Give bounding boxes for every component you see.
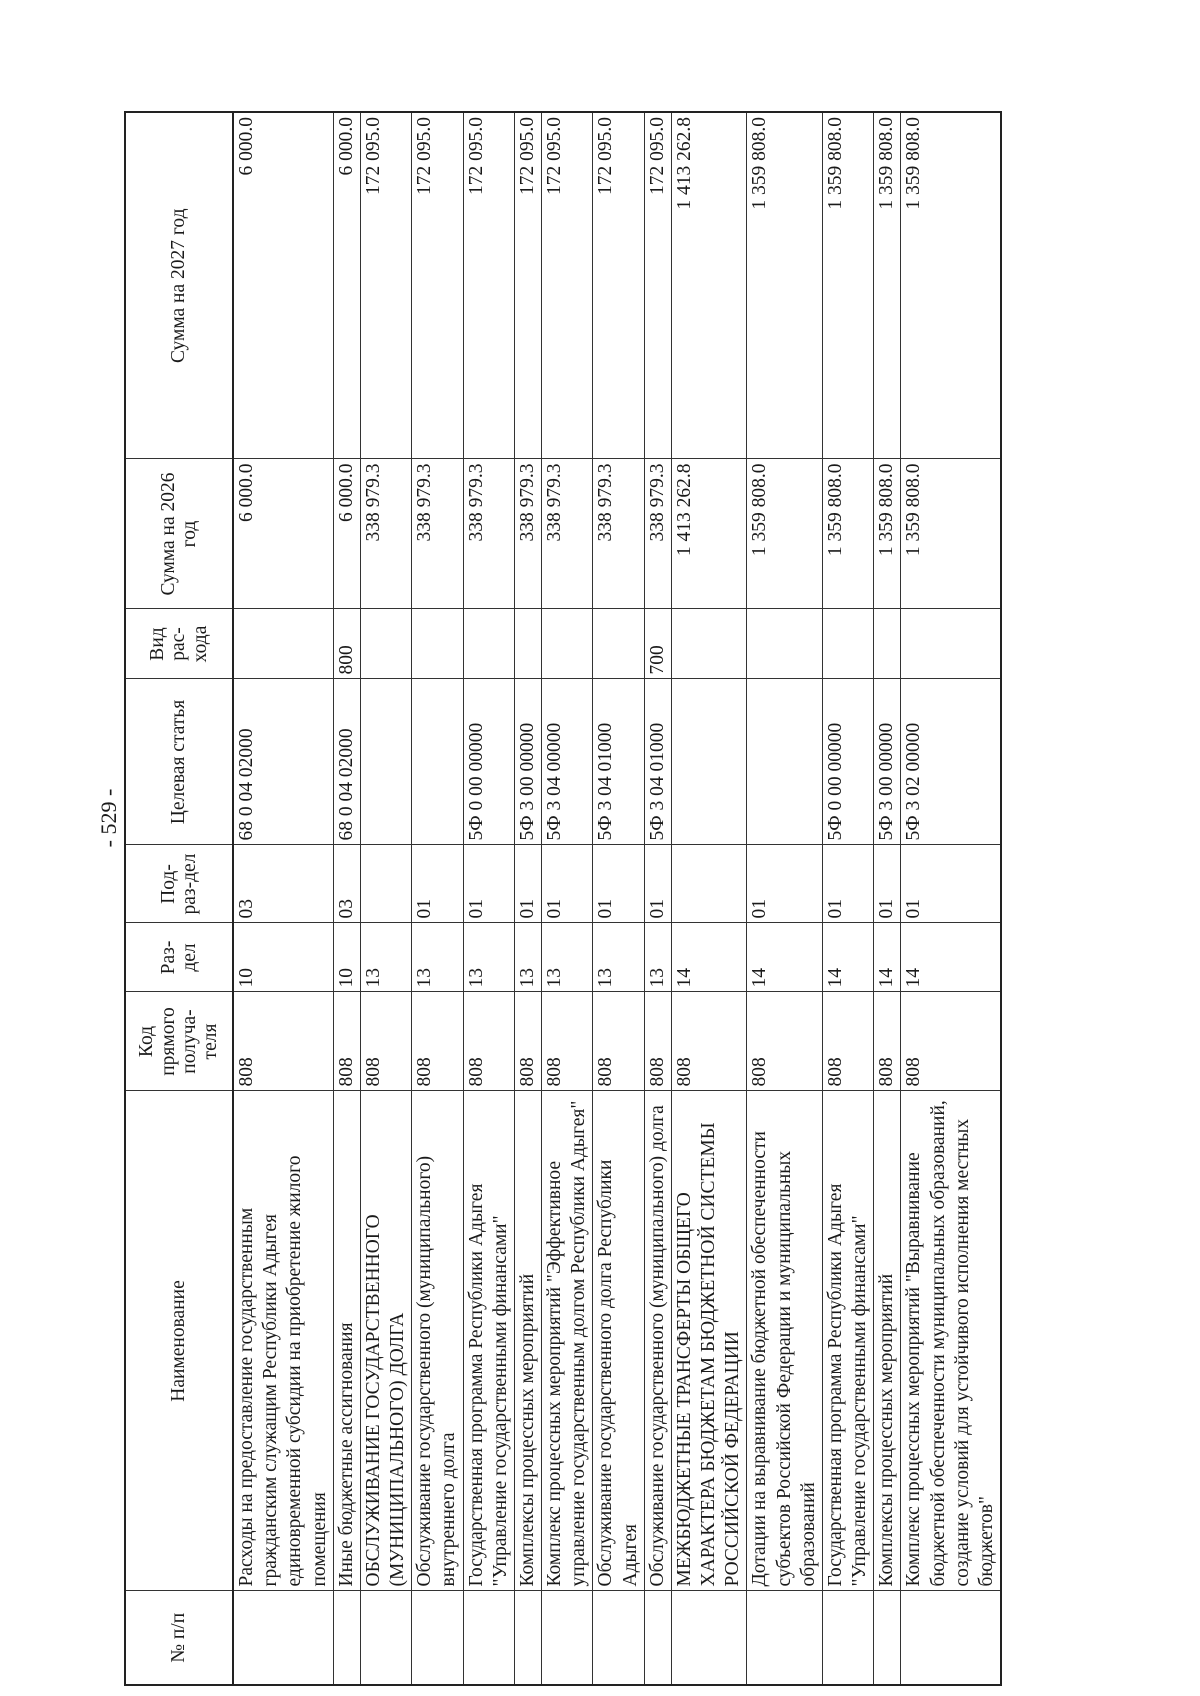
section-cell: 13 — [542, 923, 593, 992]
name-cell: Обслуживание государственного (муниципального) долга — [644, 1091, 671, 1591]
table-row — [233, 112, 333, 1685]
header-section: Раз-дел — [125, 923, 233, 992]
header-row — [125, 112, 233, 1685]
name-cell: Обслуживание государственного долга Республики Адыгея — [593, 1091, 644, 1591]
sum-2027-cell: 6 000.0 — [233, 112, 333, 459]
expense-type-cell — [463, 609, 514, 679]
expense-type-cell — [874, 609, 901, 679]
expense-type-cell — [360, 609, 411, 679]
name-cell: Комплекс процессных мероприятий "Эффективное управление государственным долгом Республики Адыгея" — [542, 1091, 593, 1591]
row-number-cell — [671, 1591, 747, 1685]
expense-type-cell — [233, 609, 333, 679]
subsection-cell: 01 — [463, 845, 514, 923]
table-row — [901, 112, 1001, 1685]
row-number-cell — [822, 1591, 873, 1685]
section-cell: 14 — [874, 923, 901, 992]
recipient-code-cell: 808 — [514, 992, 541, 1091]
table-row — [747, 112, 823, 1685]
sum-2027-cell: 6 000.0 — [333, 112, 360, 459]
table-row — [360, 112, 411, 1685]
sum-2027-cell: 172 095.0 — [644, 112, 671, 459]
header-subsection: Под-раз-дел — [125, 845, 233, 923]
row-number-cell — [233, 1591, 333, 1685]
target-article-cell: 5Ф 0 00 00000 — [463, 679, 514, 845]
table-row — [644, 112, 671, 1685]
sum-2027-cell: 172 095.0 — [360, 112, 411, 459]
expense-type-cell — [822, 609, 873, 679]
row-number-cell — [514, 1591, 541, 1685]
subsection-cell: 01 — [514, 845, 541, 923]
table-row — [822, 112, 873, 1685]
recipient-code-cell: 808 — [412, 992, 463, 1091]
table-row — [671, 112, 747, 1685]
sum-2027-cell: 172 095.0 — [542, 112, 593, 459]
name-cell: Комплексы процессных мероприятий — [874, 1091, 901, 1591]
row-number-cell — [747, 1591, 823, 1685]
subsection-cell: 01 — [901, 845, 1001, 923]
subsection-cell: 03 — [333, 845, 360, 923]
name-cell: Обслуживание государственного (муниципального) внутреннего долга — [412, 1091, 463, 1591]
name-cell: Расходы на предоставление государственным гражданским служащим Республики Адыгея единовременной субсидии на приобретение жилого помещения — [233, 1091, 333, 1591]
sum-2026-cell: 6 000.0 — [333, 459, 360, 609]
recipient-code-cell: 808 — [822, 992, 873, 1091]
header-name: Наименование — [125, 1091, 233, 1591]
row-number-cell — [874, 1591, 901, 1685]
subsection-cell: 01 — [542, 845, 593, 923]
subsection-cell — [671, 845, 747, 923]
subsection-cell: 01 — [412, 845, 463, 923]
name-cell: Иные бюджетные ассигнования — [333, 1091, 360, 1591]
recipient-code-cell: 808 — [233, 992, 333, 1091]
name-cell: Дотации на выравнивание бюджетной обеспеченности субъектов Российской Федерации и муниципальных образований — [747, 1091, 823, 1591]
recipient-code-cell: 808 — [901, 992, 1001, 1091]
table-row — [874, 112, 901, 1685]
sum-2027-cell: 172 095.0 — [463, 112, 514, 459]
header-sum-2027: Сумма на 2027 год — [125, 112, 233, 459]
row-number-cell — [412, 1591, 463, 1685]
expense-type-cell: 800 — [333, 609, 360, 679]
rotated-page-content — [124, 113, 1084, 1686]
sum-2026-cell: 338 979.3 — [514, 459, 541, 609]
table-row — [463, 112, 514, 1685]
sum-2026-cell: 338 979.3 — [593, 459, 644, 609]
recipient-code-cell: 808 — [333, 992, 360, 1091]
subsection-cell: 01 — [874, 845, 901, 923]
section-cell: 13 — [514, 923, 541, 992]
sum-2027-cell: 1 359 808.0 — [822, 112, 873, 459]
sum-2026-cell: 338 979.3 — [542, 459, 593, 609]
subsection-cell: 01 — [822, 845, 873, 923]
header-recipient-code: Код прямого получа-теля — [125, 992, 233, 1091]
sum-2026-cell: 1 359 808.0 — [901, 459, 1001, 609]
page-number: - 529 - — [96, 788, 121, 848]
section-cell: 13 — [463, 923, 514, 992]
sum-2027-cell: 172 095.0 — [593, 112, 644, 459]
header-sum-2026: Сумма на 2026 год — [125, 459, 233, 609]
target-article-cell: 5Ф 3 02 00000 — [901, 679, 1001, 845]
sum-2027-cell: 1 413 262.8 — [671, 112, 747, 459]
table-header — [125, 112, 233, 1685]
sum-2026-cell: 1 359 808.0 — [874, 459, 901, 609]
name-cell: МЕЖБЮДЖЕТНЫЕ ТРАНСФЕРТЫ ОБЩЕГО ХАРАКТЕРА БЮДЖЕТАМ БЮДЖЕТНОЙ СИСТЕМЫ РОССИЙСКОЙ ФЕДЕРАЦИИ — [671, 1091, 747, 1591]
recipient-code-cell: 808 — [593, 992, 644, 1091]
section-cell: 13 — [412, 923, 463, 992]
target-article-cell — [412, 679, 463, 845]
target-article-cell: 5Ф 3 00 00000 — [514, 679, 541, 845]
table-row — [593, 112, 644, 1685]
table-body — [233, 112, 1001, 1685]
section-cell: 14 — [822, 923, 873, 992]
target-article-cell — [747, 679, 823, 845]
expense-type-cell: 700 — [644, 609, 671, 679]
sum-2026-cell: 1 359 808.0 — [822, 459, 873, 609]
name-cell: Комплекс процессных мероприятий "Выравнивание бюджетной обеспеченности муниципальных образований, создание условий для устойчивого исполнения местных бюджетов" — [901, 1091, 1001, 1591]
recipient-code-cell: 808 — [747, 992, 823, 1091]
sum-2027-cell: 1 359 808.0 — [874, 112, 901, 459]
target-article-cell: 68 0 04 02000 — [333, 679, 360, 845]
row-number-cell — [463, 1591, 514, 1685]
target-article-cell: 5Ф 3 00 00000 — [874, 679, 901, 845]
subsection-cell: 01 — [747, 845, 823, 923]
expense-type-cell — [412, 609, 463, 679]
row-number-cell — [593, 1591, 644, 1685]
expense-type-cell — [542, 609, 593, 679]
table-row — [514, 112, 541, 1685]
subsection-cell: 01 — [644, 845, 671, 923]
header-num: № п/п — [125, 1591, 233, 1685]
section-cell: 13 — [360, 923, 411, 992]
sum-2027-cell: 1 359 808.0 — [901, 112, 1001, 459]
budget-table — [124, 111, 1002, 1686]
expense-type-cell — [593, 609, 644, 679]
sum-2026-cell: 338 979.3 — [644, 459, 671, 609]
target-article-cell — [671, 679, 747, 845]
expense-type-cell — [514, 609, 541, 679]
sum-2027-cell: 1 359 808.0 — [747, 112, 823, 459]
row-number-cell — [360, 1591, 411, 1685]
expense-type-cell — [901, 609, 1001, 679]
row-number-cell — [644, 1591, 671, 1685]
target-article-cell: 5Ф 0 00 00000 — [822, 679, 873, 845]
target-article-cell: 5Ф 3 04 00000 — [542, 679, 593, 845]
sum-2026-cell: 6 000.0 — [233, 459, 333, 609]
row-number-cell — [901, 1591, 1001, 1685]
sum-2026-cell: 338 979.3 — [463, 459, 514, 609]
table-row — [412, 112, 463, 1685]
recipient-code-cell: 808 — [360, 992, 411, 1091]
recipient-code-cell: 808 — [874, 992, 901, 1091]
header-expense-type: Вид рас-хода — [125, 609, 233, 679]
section-cell: 10 — [333, 923, 360, 992]
name-cell: ОБСЛУЖИВАНИЕ ГОСУДАРСТВЕННОГО (МУНИЦИПАЛЬНОГО) ДОЛГА — [360, 1091, 411, 1591]
recipient-code-cell: 808 — [542, 992, 593, 1091]
section-cell: 13 — [593, 923, 644, 992]
row-number-cell — [542, 1591, 593, 1685]
section-cell: 14 — [671, 923, 747, 992]
name-cell: Государственная программа Республики Адыгея "Управление государственными финансами" — [822, 1091, 873, 1591]
sum-2026-cell: 1 413 262.8 — [671, 459, 747, 609]
sum-2027-cell: 172 095.0 — [514, 112, 541, 459]
subsection-cell — [360, 845, 411, 923]
table-row — [333, 112, 360, 1685]
section-cell: 14 — [901, 923, 1001, 992]
target-article-cell — [360, 679, 411, 845]
sum-2027-cell: 172 095.0 — [412, 112, 463, 459]
sum-2026-cell: 1 359 808.0 — [747, 459, 823, 609]
name-cell: Комплексы процессных мероприятий — [514, 1091, 541, 1591]
subsection-cell: 01 — [593, 845, 644, 923]
section-cell: 14 — [747, 923, 823, 992]
table-row — [542, 112, 593, 1685]
target-article-cell: 68 0 04 02000 — [233, 679, 333, 845]
row-number-cell — [333, 1591, 360, 1685]
recipient-code-cell: 808 — [463, 992, 514, 1091]
recipient-code-cell: 808 — [644, 992, 671, 1091]
sum-2026-cell: 338 979.3 — [412, 459, 463, 609]
section-cell: 10 — [233, 923, 333, 992]
header-target-article: Целевая статья — [125, 679, 233, 845]
recipient-code-cell: 808 — [671, 992, 747, 1091]
subsection-cell: 03 — [233, 845, 333, 923]
expense-type-cell — [747, 609, 823, 679]
name-cell: Государственная программа Республики Адыгея "Управление государственными финансами" — [463, 1091, 514, 1591]
target-article-cell: 5Ф 3 04 01000 — [644, 679, 671, 845]
sum-2026-cell: 338 979.3 — [360, 459, 411, 609]
target-article-cell: 5Ф 3 04 01000 — [593, 679, 644, 845]
section-cell: 13 — [644, 923, 671, 992]
expense-type-cell — [671, 609, 747, 679]
